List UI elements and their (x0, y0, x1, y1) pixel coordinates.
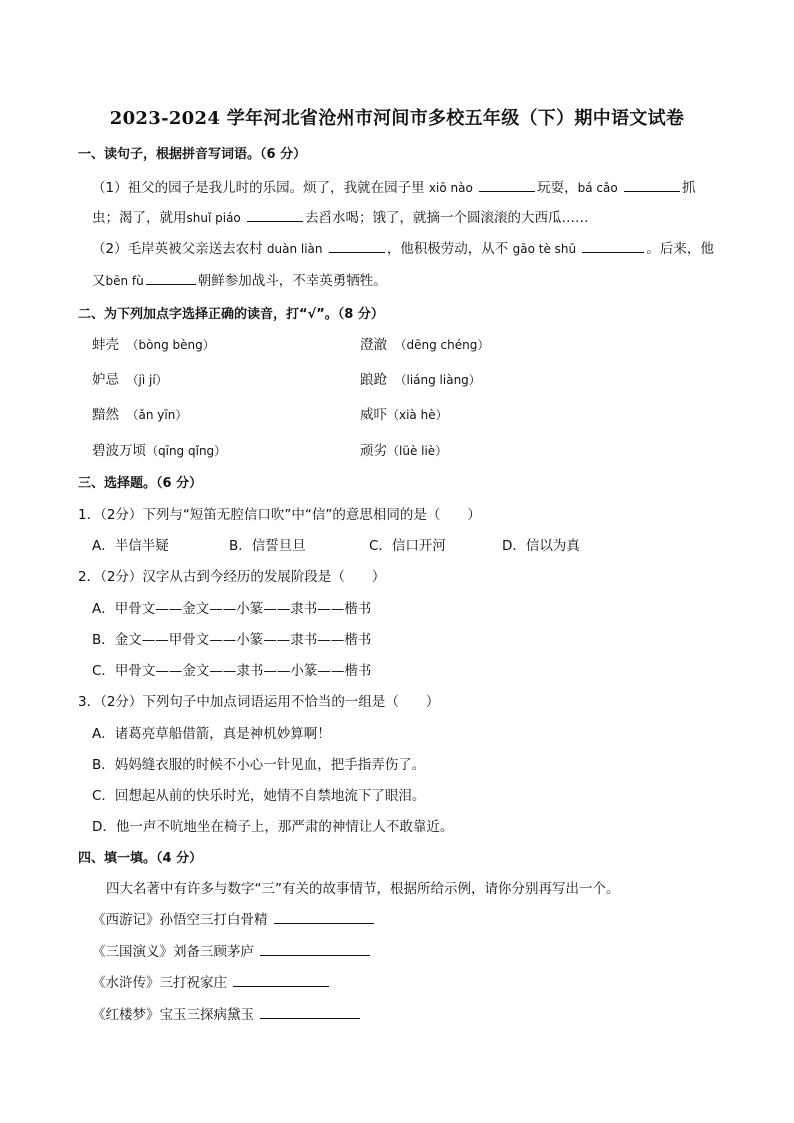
fill-line: 《红楼梦》宝玉三探病黛玉 (92, 1003, 362, 1023)
answer-blank[interactable] (329, 238, 385, 253)
section-1-heading: 一、读句子，根据拼音写词语。（6 分） (78, 147, 307, 162)
pinyin-item[interactable]: 顽劣（lüè liè） (360, 443, 448, 459)
section-1-line-3: （2）毛岸英被父亲送去农村 duàn liàn ，他积极劳动，从不 gāo tè shū 。后来，他 (92, 237, 714, 257)
pinyin-item[interactable]: 碧波万顷（qīng qǐng） (92, 443, 227, 459)
pinyin-item[interactable]: 威吓（xià hè） (360, 407, 448, 423)
pinyin-item[interactable]: 妒忌 （jì jí） (92, 372, 168, 388)
q1-option-c[interactable]: C．信口开河 (369, 538, 446, 554)
q1-option-d[interactable]: D．信以为真 (502, 538, 580, 554)
answer-blank[interactable] (146, 270, 196, 285)
answer-blank[interactable] (233, 972, 329, 987)
answer-blank[interactable] (260, 941, 370, 956)
pinyin-item[interactable]: 澄澈 （dēng chéng） (360, 337, 490, 353)
answer-blank[interactable] (624, 177, 680, 192)
q3-option-d[interactable]: D．他一声不吭地坐在椅子上，那严肃的神情让人不敢靠近。 (92, 819, 454, 835)
page-title: 2023-2024 学年河北省沧州市河间市多校五年级（下）期中语文试卷 (109, 108, 685, 129)
section-4-intro: 四大名著中有许多与数字“三”有关的故事情节，根据所给示例，请你分别再写出一个。 (106, 881, 620, 897)
answer-blank[interactable] (582, 238, 644, 253)
section-3-heading: 三、选择题。（6 分） (78, 476, 203, 491)
q3-option-b[interactable]: B．妈妈缝衣服的时候不小心一针见血，把手指弄伤了。 (92, 757, 426, 773)
q2-option-c[interactable]: C．甲骨文——金文——隶书——小篆——楷书 (92, 663, 372, 679)
question-3: 3．（2分）下列句子中加点词语运用不恰当的一组是（ ） (78, 694, 440, 710)
pinyin-item[interactable]: 踉跄 （liáng liàng） (360, 372, 481, 388)
q2-option-a[interactable]: A．甲骨文——金文——小篆——隶书——楷书 (92, 601, 372, 617)
question-2: 2．（2分）汉字从古到今经历的发展阶段是（ ） (78, 569, 386, 585)
q3-option-c[interactable]: C．回想起从前的快乐时光，她情不自禁地流下了眼泪。 (92, 788, 426, 804)
q3-option-a[interactable]: A．诸葛亮草船借箭，真是神机妙算啊！ (92, 726, 331, 742)
q2-option-b[interactable]: B．金文——甲骨文——小篆——隶书——楷书 (92, 632, 372, 648)
q1-option-a[interactable]: A．半信半疑 (92, 538, 169, 554)
section-1-line-2: 虫；渴了，就用shuǐ piáo 去舀水喝；饿了，就摘一个圆滚滚的大西瓜…… (92, 206, 589, 226)
section-1-line-1: （1）祖父的园子是我儿时的乐园。烦了，我就在园子里 xiō nào 玩耍，bá cǎo 抓 (92, 176, 695, 196)
section-2-heading: 二、为下列加点字选择正确的读音，打“√”。（8 分） (78, 307, 384, 322)
answer-blank[interactable] (479, 177, 535, 192)
question-1: 1．（2分）下列与“短笛无腔信口吹”中“信”的意思相同的是（ ） (78, 507, 481, 523)
pinyin-item[interactable]: 蚌壳 （bòng bèng） (92, 337, 215, 353)
section-4-heading: 四、填一填。（4 分） (78, 851, 203, 866)
answer-blank[interactable] (260, 1004, 360, 1019)
answer-blank[interactable] (274, 909, 374, 924)
answer-blank[interactable] (247, 207, 303, 222)
pinyin-item[interactable]: 黯然 （ǎn yīn） (92, 407, 188, 423)
fill-line: 《西游记》孙悟空三打白骨精 (92, 908, 376, 928)
fill-line: 《三国演义》刘备三顾茅庐 (92, 940, 372, 960)
section-1-line-4: 又bēn fù 朝鲜参加战斗，不幸英勇牺牲。 (92, 269, 387, 289)
fill-line: 《水浒传》三打祝家庄 (92, 971, 331, 991)
q1-option-b[interactable]: B．信誓旦旦 (229, 538, 306, 554)
